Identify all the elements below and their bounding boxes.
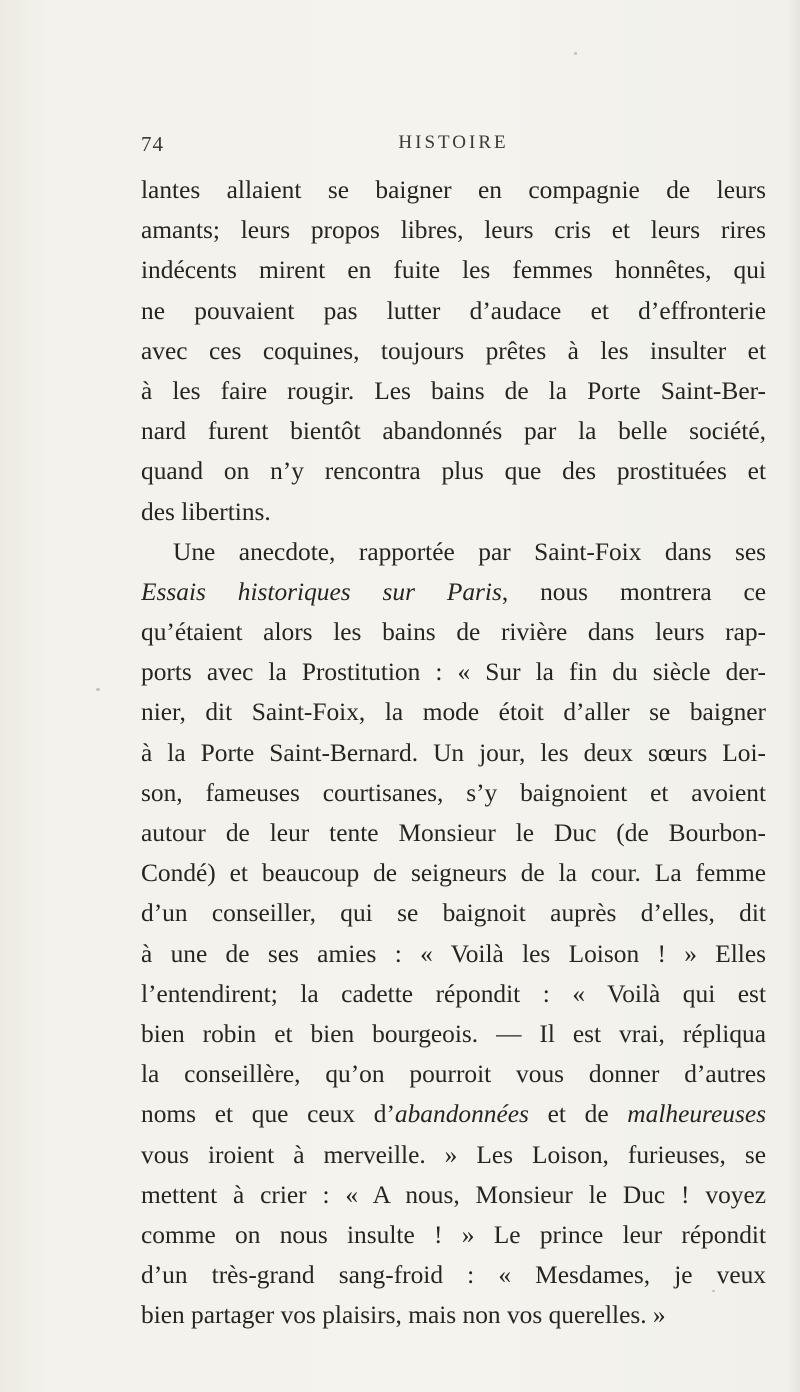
text-line: autour de leur tente Monsieur le Duc (de Bourbon- [141,819,766,847]
text-segment: noms et que ceux d’ [141,1100,395,1129]
text-line-with-italic-title [141,572,766,612]
text-line: ne pouvaient pas lutter d’audace et d’effronterie [141,296,766,325]
text-line: lantes allaient se baigner en compagnie de leurs [141,176,766,204]
text-line: vous iroient à merveille. » Les Loison, furieuses, se [141,1140,766,1169]
text-line: à la Porte Saint-Bernard. Un jour, les deux sœurs Loi- [141,738,766,767]
text-segment: , nous montrera ce [501,577,766,606]
paper-speck [712,1290,715,1292]
text-line: la conseillère, qu’on pourroit vous donner d’autres [141,1060,766,1089]
text-line: ports avec la Prostitution : « Sur la fin du siècle der- [141,658,766,687]
text-line: qu’étaient alors les bains de rivière dans leurs rap- [141,618,766,647]
text-line: amants; leurs propos libres, leurs cris et leurs rires [141,216,766,245]
text-line: bien robin et bien bourgeois. — Il est vrai, répliqua [141,1019,766,1048]
paper-speck [96,688,100,691]
text-line-with-italic-words [141,1094,766,1134]
text-segment: et de [528,1100,628,1129]
page-header [141,132,766,162]
body-text [141,170,766,1335]
text-line: l’entendirent; la cadette répondit : « Voilà qui est [141,979,766,1008]
text-line: nier, dit Saint-Foix, la mode étoit d’aller se baigner [141,698,766,727]
text-line: d’un conseiller, qui se baignoit auprès d’elles, dit [141,899,766,928]
text-line: nard furent bientôt abandonnés par la belle société, [141,417,766,446]
text-line: mettent à crier : « A nous, Monsieur le Duc ! voyez [141,1180,766,1209]
running-title: HISTOIRE [398,132,509,153]
italic-word: abandonnées [394,1100,529,1129]
book-title-italic: Essais historiques sur Paris [141,577,502,606]
text-line: à une de ses amies : « Voilà les Loison ! » Elles [141,939,766,968]
text-line: avec ces coquines, toujours prêtes à les insulter et [141,336,766,365]
text-line: son, fameuses courtisanes, s’y baignoient et avoient [141,778,766,807]
page-edge-shadow [788,0,800,1392]
text-line: comme on nous insulte ! » Le prince leur répondit [141,1220,766,1249]
text-line: d’un très-grand sang-froid : « Mesdames, je veux [141,1261,766,1290]
text-line-paragraph-end: bien partager vos plaisirs, mais non vos querelles. » [141,1301,666,1330]
italic-word: malheureuses [627,1100,766,1129]
text-line: Condé) et beaucoup de seigneurs de la cour. La femme [141,859,766,888]
text-line-paragraph-end: des libertins. [141,497,271,526]
text-line: indécents mirent en fuite les femmes honnêtes, qui [141,256,766,285]
page-number: 74 [141,132,164,156]
paper-speck [574,52,577,55]
text-line: quand on n’y rencontra plus que des prostituées et [141,457,766,486]
text-line-paragraph-start: Une anecdote, rapportée par Saint-Foix dans ses [173,537,766,566]
text-line: à les faire rougir. Les bains de la Porte Saint-Ber- [141,376,766,405]
